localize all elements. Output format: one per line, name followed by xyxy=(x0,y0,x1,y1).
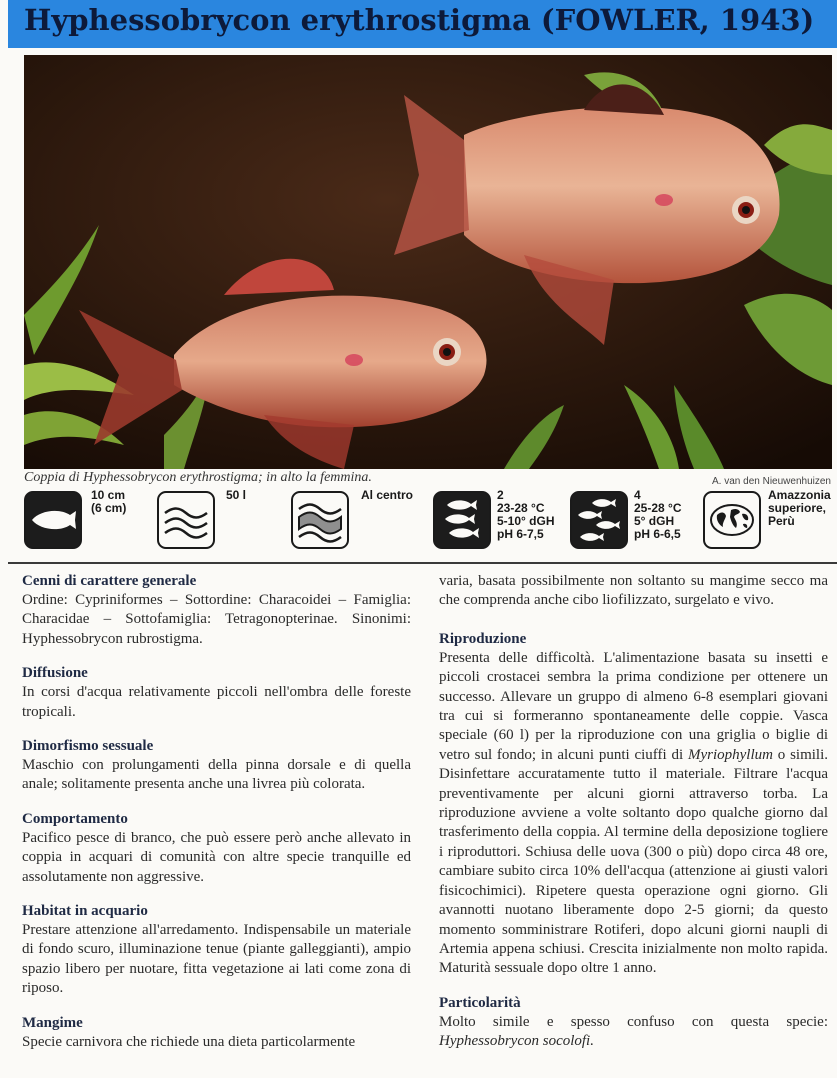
fish-size-icon xyxy=(24,491,82,549)
fish-group-line: 5-10° dGH xyxy=(497,514,555,528)
section-reproduction xyxy=(439,630,828,979)
section-general xyxy=(22,572,411,649)
fish-group-info xyxy=(497,489,554,541)
fish-photo xyxy=(24,55,832,469)
water-volume-info xyxy=(226,489,246,502)
section-habitat xyxy=(22,902,411,999)
section-food-continued xyxy=(439,572,828,611)
section-heading: Cenni di carattere generale xyxy=(22,573,197,589)
plant-name: Myriophyllum xyxy=(687,746,773,763)
breeding-fish-icon xyxy=(570,491,628,549)
fish-group-line: pH 6-7,5 xyxy=(497,527,544,541)
title-bar xyxy=(8,0,837,48)
peculiarities-text: Molto simile e spesso confuso con questa specie: xyxy=(439,1013,828,1030)
water-volume-icon xyxy=(157,491,215,549)
section-text: varia, basata possibilmente non soltanto su mangime secco ma che comprenda anche cibo liofilizzato, surgelato e vivo. xyxy=(439,573,828,609)
distribution-line: Perù xyxy=(768,514,795,528)
photo-caption: Coppia di Hyphessobrycon erythrostigma; in alto la femmina. xyxy=(24,470,372,485)
section-text: Specie carnivora che richiede una dieta particolarmente xyxy=(22,1033,356,1050)
fish-group-line: 2 xyxy=(497,488,504,502)
distribution-info xyxy=(768,489,831,528)
section-text xyxy=(439,649,828,979)
distribution-line: Amazzonia xyxy=(768,488,831,502)
fish-size-line: 10 cm xyxy=(91,488,126,502)
reproduction-text-b: o simili. Disinfettare accuratamente tutto il materiale. Filtrare l'acqua preventivamente per alcuni giorni attraverso torba. La riproduzione avviene a volte soltanto dopo qualche giorno dal trasferimento della coppia. Al termine della deposizione togliere i riproduttori. Schiusa delle uova (300 o più) dopo circa 48 ore, cambiare subito circa 10% dell'acqua (attenzione ai giusti valori fisicochimici). Ripetere questa operazione ogni giorno. Gli avannotti nuotano liberamente dopo 2-5 giorni; da questo momento somministrare Rotiferi, dopo alcuni giorni naupli di Artemia appena schiusi. Crescita inizialmente non molto rapida. Maturità sessuale dopo oltre 1 anno. xyxy=(439,746,828,977)
swimming-zone-line: Al centro xyxy=(361,488,414,502)
section-peculiarities xyxy=(439,994,828,1052)
right-column xyxy=(439,572,828,1067)
reproduction-text-a: Presenta delle difficoltà. L'alimentazione basata su insetti e piccoli crostacei sembra la prima condizione per ottenere un successo. Allevare un gruppo di almeno 6-8 esemplari giovani tra cui si formeranno spontaneamente delle coppie. Vasca speciale (60 l) per la riproduzione con una griglia o biglie di vetro sul fondo; in alcuni punti ciuffi di xyxy=(439,649,828,763)
section-text: In corsi d'acqua relativamente piccoli nell'ombra delle foreste tropicali. xyxy=(22,684,411,720)
globe-icon xyxy=(703,491,761,549)
page-title: Hyphessobrycon erythrostigma (FOWLER, 1943) xyxy=(24,3,815,37)
fish-group-icon xyxy=(433,491,491,549)
section-heading: Diffusione xyxy=(22,665,88,682)
fish-size-line: (6 cm) xyxy=(91,501,127,515)
similar-species-name: Hyphessobrycon socolofi. xyxy=(439,1033,594,1050)
section-text: Maschio con prolungamenti della pinna dorsale e di quella anale; solitamente presenta anche una livrea più colorata. xyxy=(22,757,411,793)
section-text: Pacifico pesce di branco, che può essere però anche allevato in coppia in acquari di comunità con altre specie tranquille ed assolutamente non aggressive. xyxy=(22,829,411,885)
section-distribution xyxy=(22,664,411,722)
water-volume-line: 50 l xyxy=(226,488,247,502)
section-food xyxy=(22,1014,411,1052)
swimming-zone-icon xyxy=(291,491,349,549)
breeding-fish-line: 25-28 °C xyxy=(634,501,682,515)
breeding-fish-line: pH 6-6,5 xyxy=(634,527,681,541)
photo-credit: A. van den Nieuwenhuizen xyxy=(712,476,831,487)
section-heading: Habitat in acquario xyxy=(22,903,148,920)
breeding-fish-line: 4 xyxy=(634,488,641,502)
section-heading: Dimorfismo sessuale xyxy=(22,738,154,755)
section-heading: Mangime xyxy=(22,1014,83,1031)
section-text xyxy=(439,1013,828,1052)
fish-size-info xyxy=(91,489,126,515)
section-behaviour xyxy=(22,810,411,887)
breeding-fish-line: 5° dGH xyxy=(634,514,675,528)
section-divider xyxy=(8,562,837,564)
section-dimorphism xyxy=(22,737,411,795)
section-text: Prestare attenzione all'arredamento. Indispensabile un materiale di fondo scuro, illuminazione tenue (piante galleggianti), ampio spazio libero per nuotare, fitta vegetazione ai lati come zona di riposo. xyxy=(22,922,411,997)
swimming-zone-info xyxy=(361,489,413,502)
fish-group-line: 23-28 °C xyxy=(497,501,545,515)
section-text: Ordine: Cypriniformes – Sottordine: Characoidei – Famiglia: Characidae – Sottofamiglia: Tetragonopterinae. Sinonimi: Hyphessobrycon rubrostigma. xyxy=(22,592,411,647)
section-heading: Particolarità xyxy=(439,994,521,1011)
breeding-fish-info xyxy=(634,489,682,541)
left-column xyxy=(22,572,411,1067)
section-heading: Riproduzione xyxy=(439,630,527,647)
section-heading: Comportamento xyxy=(22,810,128,827)
distribution-line: superiore, xyxy=(768,501,827,515)
